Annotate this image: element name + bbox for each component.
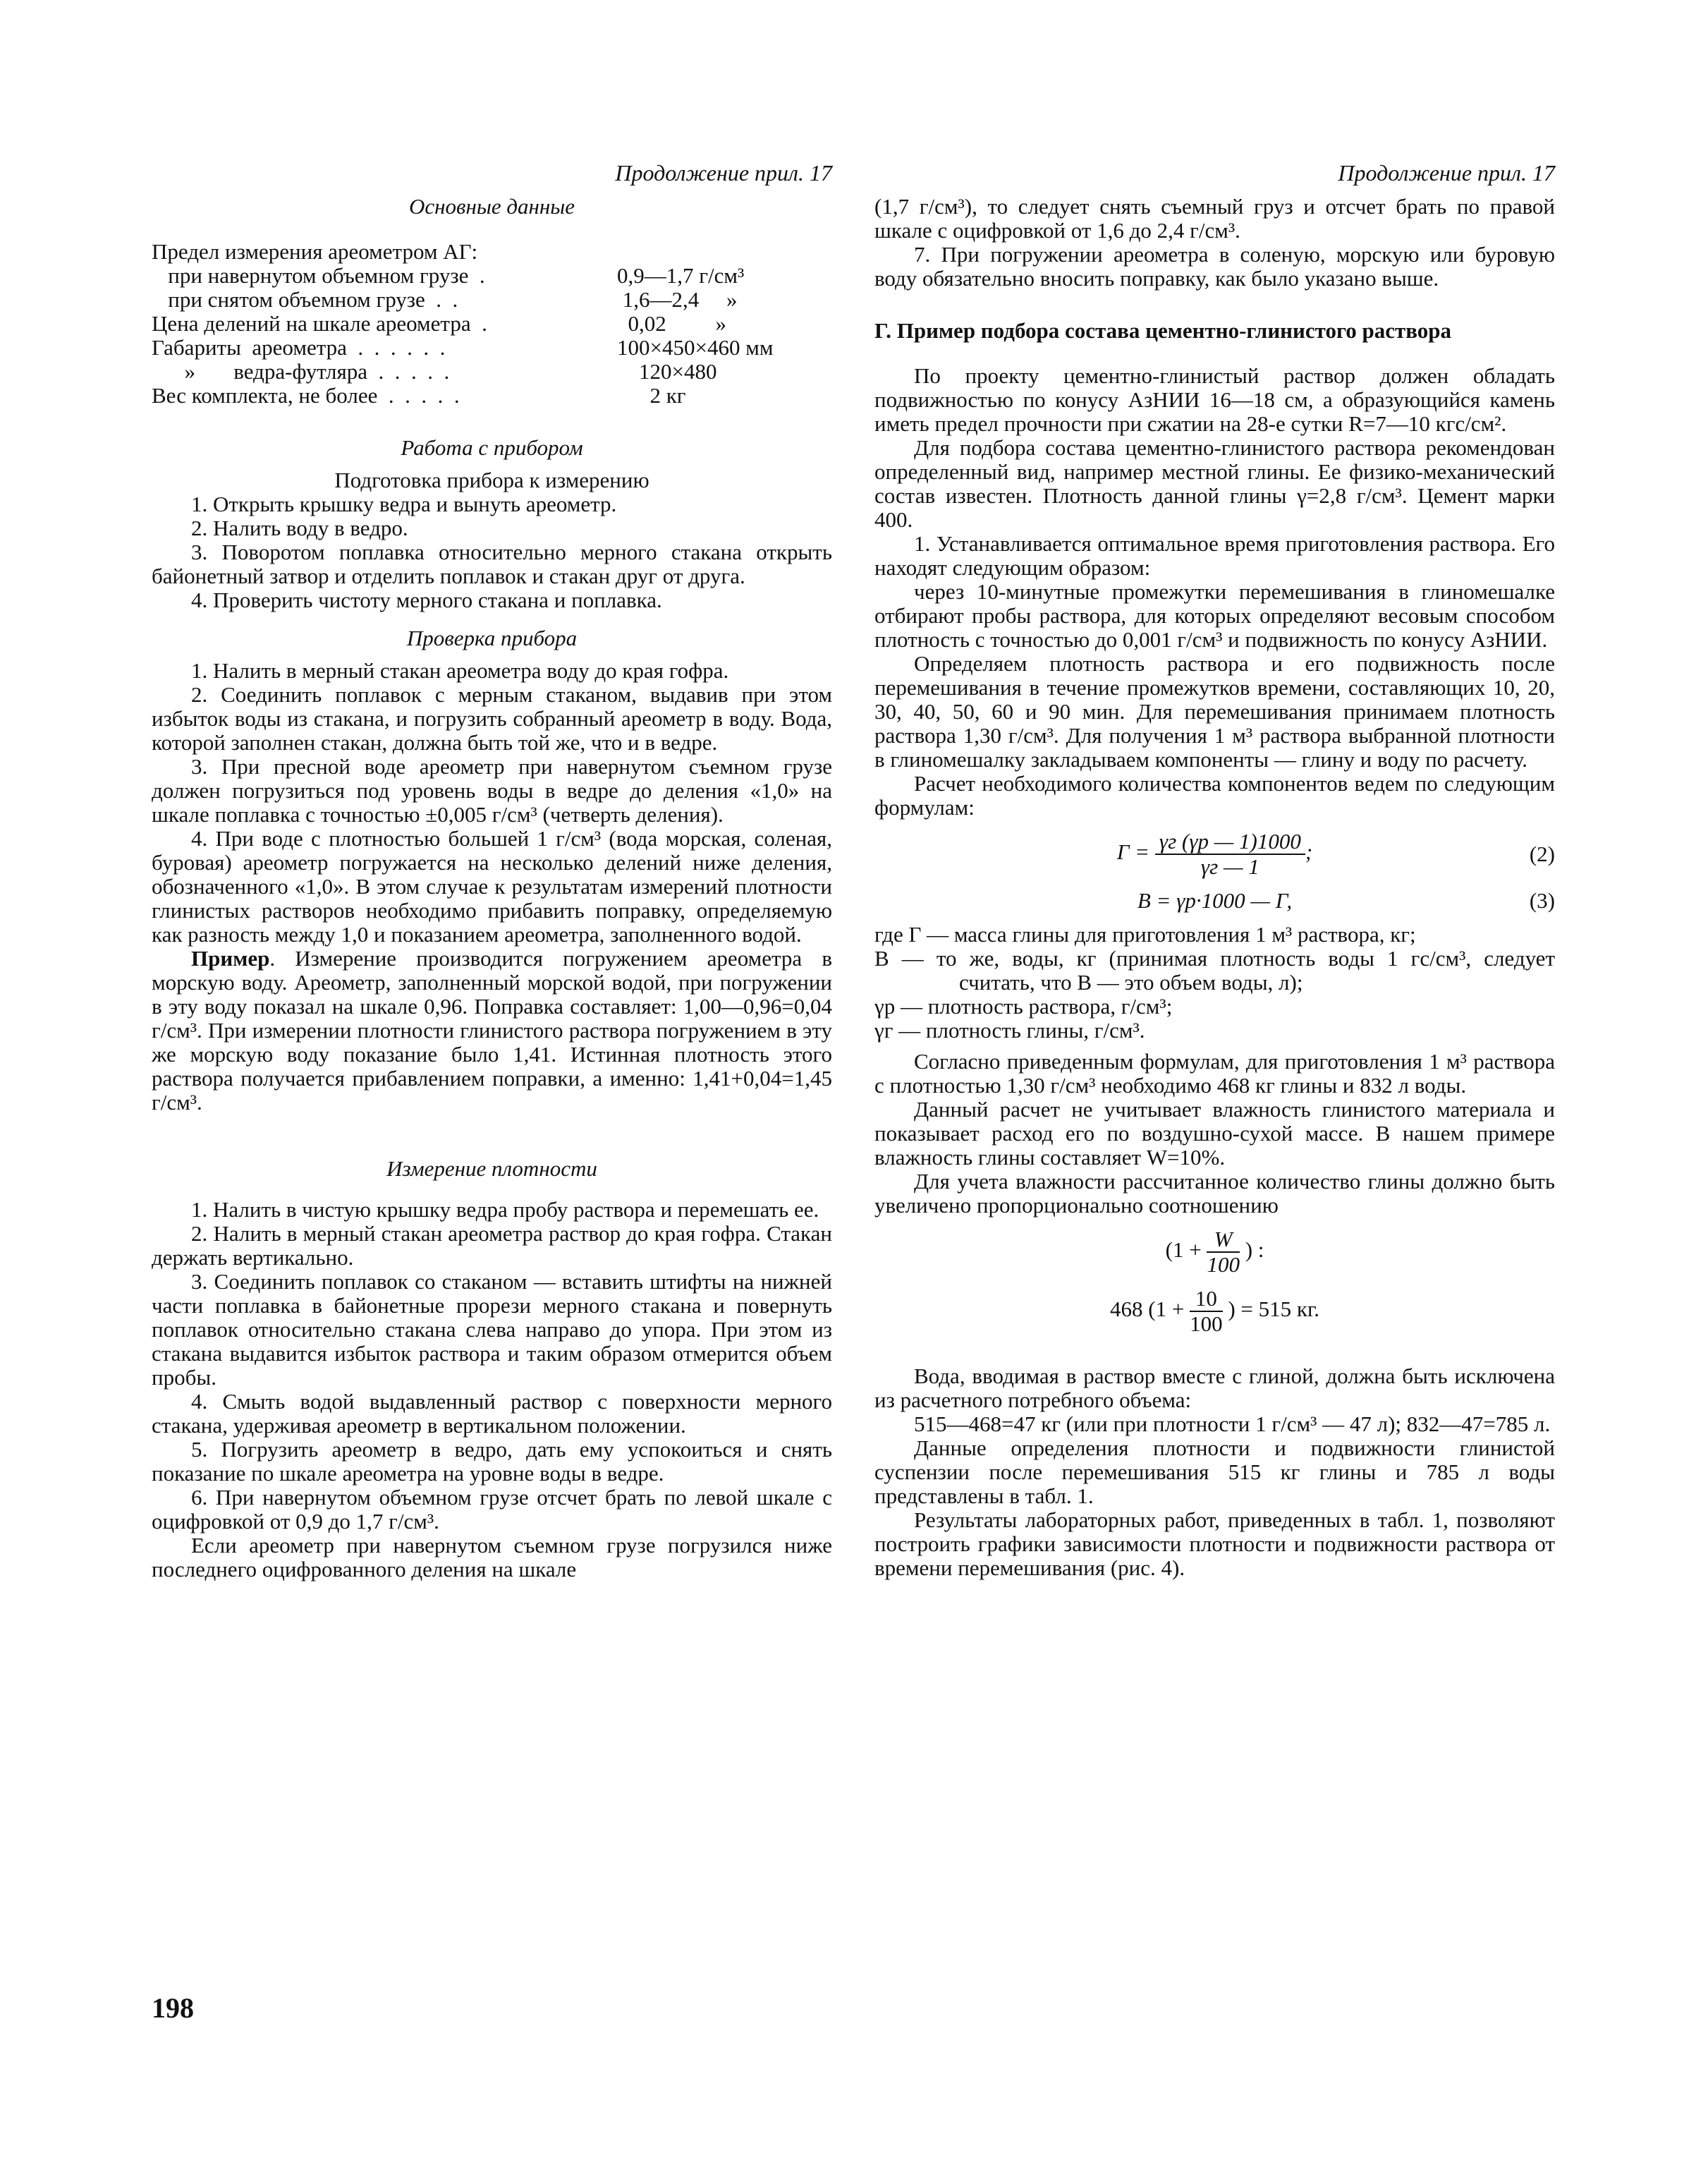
example-paragraph	[152, 947, 832, 1115]
spec-value: 1,6—2,4 »	[617, 287, 738, 312]
numerator: W	[1207, 1227, 1240, 1253]
page-number: 198	[152, 1992, 194, 2024]
check-step: 3. При пресной воде ареометр при навернутом съемном грузе должен погрузиться под уровень воды в ведре до деления «1,0» на шкале поплавка с точностью ±0,005 г/см³ (четверть деления).	[152, 754, 832, 827]
paragraph: Данные определения плотности и подвижности глинистой суспензии после перемешивания 515 кг глины и 785 л воды представлены в табл. 1.	[874, 1435, 1555, 1508]
paragraph: Согласно приведенным формулам, для приготовления 1 м³ раствора с плотностью 1,30 г/см³ необходимо 468 кг глины и 832 л воды.	[874, 1049, 1555, 1098]
paragraph: Вода, вводимая в раствор вместе с глиной, должна быть исключена из расчетного потребного объема:	[874, 1364, 1555, 1412]
prep-step: 4. Проверить чистоту мерного стакана и поплавка.	[191, 588, 662, 612]
formula-pre: 468 (1 +	[1110, 1297, 1185, 1322]
legend-item: где Г — масса глины для приготовления 1 м³ раствора, кг;	[874, 922, 1416, 947]
section-title-measure: Измерение плотности	[386, 1156, 597, 1181]
numerator: γг (γр — 1)1000	[1155, 830, 1305, 855]
numerator: 10	[1190, 1287, 1223, 1312]
equation-number: (2)	[1529, 842, 1555, 866]
spec-value: 120×480	[617, 359, 717, 384]
formula-2	[874, 830, 1555, 879]
measure-step: 5. Погрузить ареометр в ведро, дать ему успокоиться и снять показание по шкале ареометра на уровне воды в ведре.	[152, 1437, 832, 1486]
equation-number: (3)	[1529, 888, 1555, 913]
check-step: 4. При воде с плотностью большей 1 г/см³ (вода морская, соленая, буровая) ареометр погружается на несколько делений ниже деления, обозначенного «1,0». В этом случае к результатам измерений плотности глинистых растворов необходимо прибавить поправку, определяемую как разность между 1,0 и показанием ареометра, заполненного водой.	[152, 826, 832, 947]
paragraph: 515—468=47 кг (или при плотности 1 г/см³ — 47 л); 832—47=785 л.	[914, 1412, 1551, 1436]
running-head: Продолжение прил. 17	[615, 160, 832, 186]
spec-intro: Предел измерения ареометром АГ:	[152, 239, 478, 264]
measure-step: 3. Соединить поплавок со стаканом — вставить штифты на нижней части поплавка в байонетные прорези мерного стакана и повернуть поплавок относительно стакана слева направо до упора. При этом из стакана выдавится избыток раствора и таким образом отмерится объем пробы.	[152, 1269, 832, 1390]
measure-step: 4. Смыть водой выдавленный раствор с поверхности мерного стакана, удерживая ареометр в вертикальном положении.	[152, 1389, 832, 1438]
paragraph: 1. Устанавливается оптимальное время приготовления раствора. Его находят следующим образом:	[874, 531, 1555, 580]
formula-5	[874, 1287, 1555, 1336]
formula-tail: ;	[1305, 839, 1313, 865]
spec-value: 0,9—1,7 г/см³	[617, 263, 745, 288]
left-column	[152, 161, 832, 1582]
formula-pre: (1 +	[1165, 1237, 1202, 1263]
example-text: . Измерение производится погружением ареометра в морскую воду. Ареометр, заполненный морской водой, при погружении в эту воду показал на шкале 0,96. Поправка составляет: 1,00—0,96=0,04 г/см³. При измерении плотности глинистого раствора погружением в эту же морскую воду показание было 1,41. Истинная плотность этого раствора получается прибавлением поправки, а именно: 1,41+0,04=1,45 г/см³.	[152, 946, 832, 1115]
right-column	[874, 161, 1555, 1580]
denominator: γг — 1	[1200, 854, 1259, 879]
example-label: Пример	[191, 946, 270, 971]
measure-step: Если ареометр при навернутом съемном грузе погрузился ниже последнего оцифрованного деления на шкале	[152, 1533, 832, 1582]
spec-label: » ведра-футляра . . . . .	[152, 359, 450, 384]
formula-post: ) :	[1245, 1237, 1264, 1263]
check-step: 1. Налить в мерный стакан ареометра воду до края гофра.	[191, 658, 729, 683]
step-7: 7. При погружении ареометра в соленую, морскую или буровую воду обязательно вносить поправку, как было указано выше.	[874, 242, 1555, 291]
paragraph: через 10-минутные промежутки перемешивания в глиномешалке отбирают пробы раствора, для которых определяют весовым способом плотность с точностью до 0,001 г/см³ и подвижность по конусу АзНИИ.	[874, 579, 1555, 652]
legend-item: γр — плотность раствора, г/см³;	[874, 994, 1173, 1019]
measure-step: 2. Налить в мерный стакан ареометра раствор до края гофра. Стакан держать вертикально.	[152, 1221, 832, 1270]
prep-step: 1. Открыть крышку ведра и вынуть ареометр.	[191, 492, 617, 516]
measure-step: 1. Налить в чистую крышку ведра пробу раствора и перемешать ее.	[191, 1197, 819, 1222]
section-heading-g: Г. Пример подбора состава цементно-глинистого раствора	[874, 318, 1452, 343]
spec-label: при снятом объемном грузе . .	[152, 287, 458, 312]
legend-item: B — то же, воды, кг (принимая плотность воды 1 гс/см³, следует считать, что B — это объем воды, л);	[874, 946, 1555, 995]
fraction	[1155, 830, 1305, 879]
formula-4	[874, 1227, 1555, 1277]
formula-lhs: Г =	[1116, 839, 1150, 865]
denominator: 100	[1207, 1252, 1240, 1277]
subsection-title-prep: Подготовка прибора к измерению	[334, 468, 649, 492]
check-step: 2. Соединить поплавок с мерным стаканом, выдавив при этом избыток воды из стакана, и погрузить собранный ареометр в воду. Вода, которой заполнен стакан, должна быть той же, что и в ведре.	[152, 682, 832, 755]
prep-step: 3. Поворотом поплавка относительно мерного стакана открыть байонетный затвор и отделить поплавок и стакан друг от друга.	[152, 540, 832, 588]
continuation-text: (1,7 г/см³), то следует снять съемный груз и отсчет брать по правой шкале с оцифровкой от 1,6 до 2,4 г/см³.	[874, 194, 1555, 243]
spec-label: Вес комплекта, не более . . . . .	[152, 383, 460, 408]
formula-text: B = γр·1000 — Г,	[1137, 888, 1293, 913]
spec-label: при навернутом объемном грузе .	[152, 263, 485, 288]
section-title-check: Проверка прибора	[406, 626, 578, 650]
fraction	[1207, 1227, 1240, 1277]
spec-value: 100×450×460 мм	[617, 335, 774, 360]
paragraph: Данный расчет не учитывает влажность глинистого материала и показывает расход его по воздушно-сухой массе. В нашем примере влажность глины составляет W=10%.	[874, 1097, 1555, 1170]
spec-table	[152, 264, 832, 408]
legend-item: γг — плотность глины, г/см³.	[874, 1018, 1145, 1043]
formula-post: ) = 515 кг.	[1228, 1297, 1319, 1322]
paragraph: Расчет необходимого количества компонентов ведем по следующим формулам:	[874, 771, 1555, 820]
paragraph: Для подбора состава цементно-глинистого раствора рекомендован определенный вид, например местной глины. Ее физико-механический состав известен. Плотность данной глины γ=2,8 г/см³. Цемент марки 400.	[874, 435, 1555, 532]
fraction	[1190, 1287, 1223, 1336]
formula-legend	[874, 923, 1555, 1043]
paragraph: Определяем плотность раствора и его подвижность после перемешивания в течение промежутков времени, составляющих 10, 20, 30, 40, 50, 60 и 90 мин. Для перемешивания принимаем плотность раствора 1,30 г/см³. Для получения 1 м³ раствора выбранной плотности в глиномешалку закладываем компоненты — глину и воду по расчету.	[874, 651, 1555, 772]
prep-step: 2. Налить воду в ведро.	[191, 516, 408, 540]
paragraph: Для учета влажности рассчитанное количество глины должно быть увеличено пропорционально соотношению	[874, 1169, 1555, 1218]
section-title-work: Работа с прибором	[401, 435, 583, 460]
section-title-basic-data: Основные данные	[408, 194, 575, 219]
spec-label: Цена делений на шкале ареометра .	[152, 311, 487, 336]
measure-step: 6. При навернутом объемном грузе отсчет брать по левой шкале с оцифровкой от 0,9 до 1,7 г/см³.	[152, 1485, 832, 1534]
paragraph: Результаты лабораторных работ, приведенных в табл. 1, позволяют построить графики зависимости плотности и подвижности раствора от времени перемешивания (рис. 4).	[874, 1507, 1555, 1580]
spec-value: 0,02 »	[617, 311, 726, 336]
running-head: Продолжение прил. 17	[1338, 160, 1555, 186]
paragraph: По проекту цементно-глинистый раствор должен обладать подвижностью по конусу АзНИИ 16—18 см, а образующийся камень иметь предел прочности при сжатии на 28-е сутки R=7—10 кгс/см².	[874, 363, 1555, 436]
formula-3	[874, 889, 1555, 913]
denominator: 100	[1190, 1311, 1223, 1336]
spec-value: 2 кг	[617, 383, 686, 408]
spec-label: Габариты ареометра . . . . . .	[152, 335, 446, 360]
